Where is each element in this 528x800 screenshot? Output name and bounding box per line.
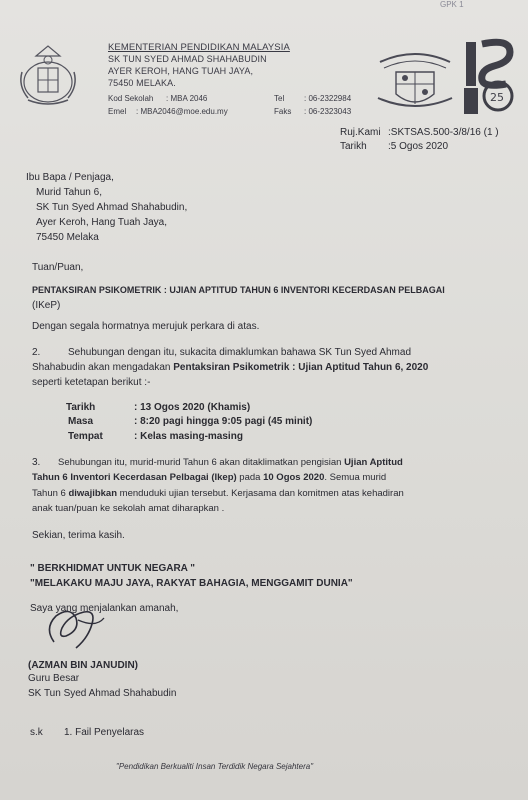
para2-line-1: Sehubungan dengan itu, sukacita dimaklumkan bahawa SK Tun Syed Ahmad	[68, 347, 412, 358]
para3-number: 3.	[32, 457, 41, 468]
recipient-line: Murid Tahun 6,	[36, 187, 102, 198]
subject-line-2: (IKeP)	[32, 300, 61, 311]
address-line-1: AYER KEROH, HANG TUAH JAYA,	[108, 66, 254, 76]
cc-item: 1. Fail Penyelaras	[64, 727, 145, 738]
para3-line-3-rest: menduduki ujian tersebut. Kerjasama dan komitmen atas kehadiran	[117, 488, 404, 499]
para2-line-2-bold: Pentaksiran Psikometrik : Ujian Aptitud Tahun 6, 2020	[173, 362, 429, 373]
para3-line-3	[32, 488, 404, 499]
para3-line-2-date: 10 Ogos 2020	[263, 472, 325, 483]
tel-value: : 06-2322984	[304, 94, 352, 103]
svg-text:25: 25	[490, 91, 504, 104]
signatory-school: SK Tun Syed Ahmad Shahabudin	[28, 688, 177, 699]
address-line-2: 75450 MELAKA.	[108, 78, 176, 88]
recipient-line: Ibu Bapa / Penjaga,	[26, 172, 114, 183]
ts25-logo-icon	[460, 36, 520, 118]
school-name: SK TUN SYED AHMAD SHAHABUDIN	[108, 54, 267, 64]
para2-line-2	[32, 362, 428, 373]
para3-line-1-bold: Ujian Aptitud	[344, 457, 403, 468]
coat-of-arms-icon	[14, 42, 82, 110]
cc-label: s.k	[30, 727, 43, 738]
detail-label-time: Masa	[68, 416, 94, 427]
para2-line-2-plain: Shahabudin akan mengadakan	[32, 362, 174, 373]
tel-label: Tel	[274, 94, 285, 103]
school-logo-icon	[374, 42, 456, 118]
recipient-line: Ayer Keroh, Hang Tuah Jaya,	[36, 217, 168, 228]
para3-line-1	[58, 457, 403, 468]
para2-number: 2.	[32, 347, 41, 358]
footer-slogan: "Pendidikan Berkualiti Insan Terdidik Negara Sejahtera"	[116, 762, 314, 771]
detail-value-place: : Kelas masing-masing	[134, 431, 243, 442]
para3-line-2-bold: Tahun 6 Inventori Kecerdasan Pelbagai (Ikep)	[32, 472, 237, 483]
para3-line-2	[32, 472, 386, 483]
salutation: Tuan/Puan,	[32, 262, 84, 273]
para3-line-2-plain: pada	[236, 472, 264, 483]
detail-value-time: : 8:20 pagi hingga 9:05 pagi (45 minit)	[134, 416, 313, 427]
para3-line-4: anak tuan/puan ke sekolah amat diharapkan .	[32, 503, 225, 514]
fax-value: : 06-2323043	[304, 107, 352, 116]
signatory-name: (AZMAN BIN JANUDIN)	[28, 660, 138, 671]
opening-sentence: Dengan segala hormatnya merujuk perkara di atas.	[32, 321, 260, 332]
recipient-line: SK Tun Syed Ahmad Shahabudin,	[36, 202, 188, 213]
detail-label-date: Tarikh	[66, 402, 96, 413]
sign-off: Saya yang menjalankan amanah,	[30, 603, 179, 614]
stamp-mark: GPK 1	[440, 0, 464, 9]
fax-label: Faks	[274, 107, 292, 116]
detail-label-place: Tempat	[68, 431, 103, 442]
motto-2: "MELAKAKU MAJU JAYA, RAKYAT BAHAGIA, MENGGAMIT DUNIA"	[30, 578, 353, 589]
para3-line-3-plain: Tahun 6	[32, 488, 69, 499]
ministry-name: KEMENTERIAN PENDIDIKAN MALAYSIA	[108, 42, 290, 53]
reference-value: :SKTSAS.500-3/8/16 (1 )	[388, 127, 499, 138]
signature-icon	[36, 598, 116, 654]
subject-line-1: PENTAKSIRAN PSIKOMETRIK : UJIAN APTITUD TAHUN 6 INVENTORI KECERDASAN PELBAGAI	[32, 285, 445, 295]
school-code-label: Kod Sekolah	[108, 94, 154, 103]
para3-line-1-plain: Sehubungan itu, murid-murid Tahun 6 akan ditaklimatkan pengisian	[58, 457, 345, 468]
detail-value-date: : 13 Ogos 2020 (Khamis)	[134, 402, 251, 413]
date-value: :5 Ogos 2020	[388, 141, 449, 152]
email-value: : MBA2046@moe.edu.my	[136, 107, 228, 116]
motto-1: " BERKHIDMAT UNTUK NEGARA "	[30, 563, 196, 574]
para3-line-3-bold: diwajibkan	[68, 488, 118, 499]
recipient-line: 75450 Melaka	[36, 232, 99, 243]
school-code-value: : MBA 2046	[166, 94, 208, 103]
para3-line-2-rest: . Semua murid	[324, 472, 387, 483]
closing: Sekian, terima kasih.	[32, 530, 125, 541]
date-label: Tarikh	[340, 141, 367, 152]
email-label: Emel	[108, 107, 127, 116]
para2-line-3: seperti ketetapan berikut :-	[32, 377, 151, 388]
signatory-title: Guru Besar	[28, 673, 80, 684]
reference-label: Ruj.Kami	[340, 127, 381, 138]
